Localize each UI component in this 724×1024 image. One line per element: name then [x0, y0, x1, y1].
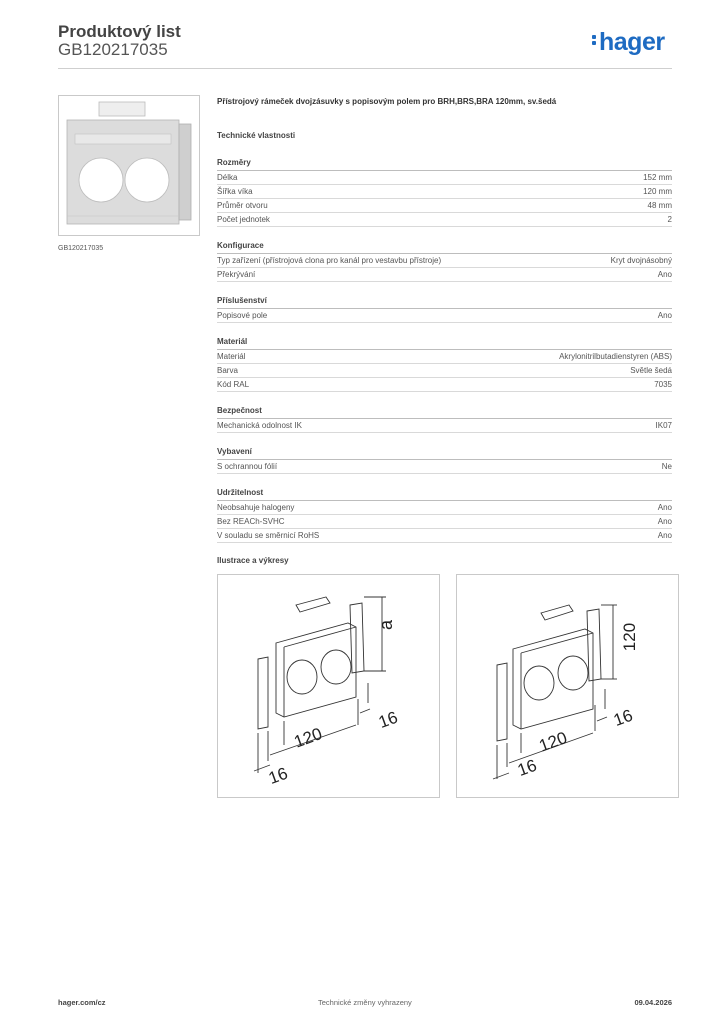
- spec-value: 2: [667, 215, 672, 224]
- spec-section-title: Příslušenství: [217, 295, 672, 309]
- product-description: Přístrojový rámeček dvojzásuvky s popisovým polem pro BRH,BRS,BRA 120mm, sv.šedá: [217, 97, 557, 106]
- spec-row: [217, 364, 672, 378]
- spec-value: Ano: [657, 503, 672, 512]
- spec-value: 48 mm: [647, 201, 672, 210]
- spec-row: [217, 419, 672, 433]
- product-photo: [58, 95, 200, 236]
- spec-row: [217, 199, 672, 213]
- spec-label: Neobsahuje halogeny: [217, 503, 295, 512]
- spec-value: Ano: [657, 531, 672, 540]
- spec-label: Barva: [217, 366, 238, 375]
- spec-section-title: Materiál: [217, 336, 672, 350]
- spec-row: [217, 350, 672, 364]
- spec-value: 152 mm: [643, 173, 672, 182]
- spec-row: [217, 501, 672, 515]
- spec-section-title: Vybavení: [217, 446, 672, 460]
- spec-row: [217, 460, 672, 474]
- hager-logo: hager: [592, 28, 665, 57]
- spec-section-title: Konfigurace: [217, 240, 672, 254]
- spec-row: [217, 378, 672, 392]
- spec-value: IK07: [655, 421, 672, 430]
- spec-row: [217, 185, 672, 199]
- spec-row: [217, 268, 672, 282]
- logo-dots-icon: [592, 33, 597, 47]
- header-divider: [58, 68, 672, 69]
- spec-value: Kryt dvojnásobný: [610, 256, 672, 265]
- spec-label: Popisové pole: [217, 311, 268, 320]
- spec-label: Překrývání: [217, 270, 256, 279]
- spec-label: Mechanická odolnost IK: [217, 421, 302, 430]
- spec-label: Šířka víka: [217, 187, 253, 196]
- technical-drawing-1: [217, 574, 440, 798]
- spec-value: Ne: [661, 462, 672, 471]
- spec-value: 120 mm: [643, 187, 672, 196]
- spec-section-title: Rozměry: [217, 157, 672, 171]
- footer-website-link[interactable]: hager.com/cz: [58, 998, 106, 1007]
- spec-section: [217, 487, 672, 543]
- spec-label: V souladu se směrnicí RoHS: [217, 531, 320, 540]
- page-title: Produktový list: [58, 22, 181, 41]
- spec-section: [217, 336, 672, 392]
- dim-width-label: 120: [536, 728, 570, 756]
- spec-section: [217, 295, 672, 323]
- spec-row: [217, 213, 672, 227]
- spec-section-title: Udržitelnost: [217, 487, 672, 501]
- spec-row: [217, 515, 672, 529]
- spec-label: Průměr otvoru: [217, 201, 268, 210]
- dim-bottom-label: 16: [514, 755, 540, 780]
- spec-value: Ano: [657, 517, 672, 526]
- illustrations-title: Ilustrace a výkresy: [217, 556, 289, 565]
- spec-label: Materiál: [217, 352, 246, 361]
- spec-section: [217, 157, 672, 227]
- dim-side-label: 16: [610, 705, 636, 730]
- dim-a-label: a: [376, 619, 396, 631]
- footer-disclaimer: Technické změny vyhrazeny: [318, 998, 412, 1007]
- spec-value: 7035: [654, 380, 672, 389]
- spec-label: Délka: [217, 173, 238, 182]
- spec-label: Kód RAL: [217, 380, 250, 389]
- spec-label: S ochrannou fólií: [217, 462, 278, 471]
- spec-section-title: Bezpečnost: [217, 405, 672, 419]
- spec-row: [217, 171, 672, 185]
- spec-value: Ano: [657, 311, 672, 320]
- technical-drawing-2: [456, 574, 679, 798]
- spec-row: [217, 254, 672, 268]
- spec-row: [217, 309, 672, 323]
- spec-section: [217, 446, 672, 474]
- spec-value: Ano: [657, 270, 672, 279]
- spec-label: Bez REACh-SVHC: [217, 517, 285, 526]
- spec-sections: [217, 157, 672, 556]
- technical-properties-title: Technické vlastnosti: [217, 131, 296, 140]
- dim-bottom-label: 16: [265, 763, 291, 788]
- spec-label: Počet jednotek: [217, 215, 270, 224]
- spec-value: Akrylonitrilbutadienstyren (ABS): [559, 352, 672, 361]
- spec-section: [217, 405, 672, 433]
- photo-caption: GB120217035: [58, 245, 104, 252]
- dim-width-label: 120: [291, 724, 325, 752]
- dim-height-label: 120: [620, 622, 639, 652]
- spec-value: Světle šedá: [630, 366, 672, 375]
- product-code: GB120217035: [58, 40, 168, 59]
- spec-label: Typ zařízení (přístrojová clona pro kanál pro vestavbu přístroje): [217, 256, 442, 265]
- footer-date: 09.04.2026: [634, 998, 672, 1007]
- spec-section: [217, 240, 672, 282]
- spec-row: [217, 529, 672, 543]
- dim-side-label: 16: [375, 707, 401, 732]
